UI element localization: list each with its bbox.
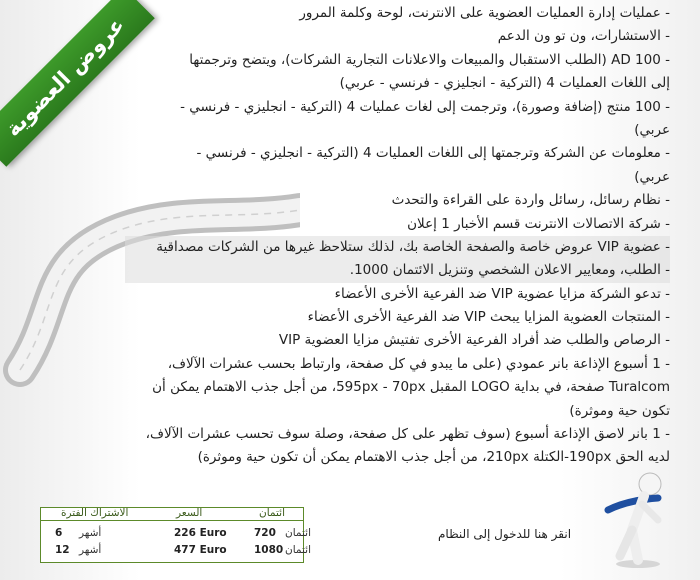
- feature-line: عربي): [634, 168, 670, 185]
- feature-line: - عمليات إدارة العمليات العضوية على الانترنت، لوحة وكلمة المرور: [299, 5, 670, 21]
- price-value: 477 Euro: [174, 544, 227, 556]
- feature-line: - 100 منتج (إضافة وصورة)، وترجمت إلى لغات عمليات 4 (التركية - انجليزي - فرنسي -: [180, 98, 670, 115]
- period-unit: أشهر: [79, 544, 102, 556]
- credit-unit: ائتمان: [285, 527, 311, 539]
- price-value: 226 Euro: [174, 527, 227, 539]
- period-months: 6: [55, 527, 63, 539]
- ribbon-title: عروض العضوية: [0, 12, 130, 142]
- feature-line: - الطلب، ومعايير الاعلان الشخصي وتنزيل الائتمان 1000.: [125, 259, 670, 282]
- period-months: 12: [55, 544, 70, 556]
- feature-line: - 1 أسبوع الإذاعة بانر عمودي (على ما يبدو في كل صفحة، وارتباط بحسب عشرات الآلاف،: [167, 355, 670, 372]
- pricing-header: [41, 508, 303, 521]
- header-period: الاشتراك الفترة: [61, 507, 129, 519]
- feature-line: - 1 بانر لاصق الإذاعة أسبوع (سوف تظهر على كل صفحة، وصلة سوف تحسب عشرات الآلاف،: [145, 426, 670, 443]
- header-credit: ائتمان: [259, 507, 285, 519]
- pricing-row: [41, 542, 311, 560]
- feature-line: - نظام رسائل، رسائل واردة على القراءة والتحدث: [391, 192, 670, 209]
- credit-value: 1080: [254, 544, 284, 556]
- feature-line: - تدعو الشركة مزايا عضوية VIP ضد الفرعية الأخرى الأعضاء: [334, 285, 670, 302]
- feature-line: - عضوية VIP عروض خاصة والصفحة الخاصة بك، لذلك ستلاحظ غيرها من الشركات مصداقية: [125, 236, 670, 259]
- feature-line: عربي): [634, 121, 670, 138]
- credit-value: 720: [254, 527, 276, 539]
- features-list: [125, 2, 670, 470]
- mascot-figure: [598, 470, 676, 570]
- feature-line: إلى اللغات العمليات 4 (التركية - انجليزي - فرنسي - عربي): [339, 75, 670, 92]
- header-price: السعر: [176, 507, 203, 519]
- feature-line: لديه الحق 190px-الكتلة 210px، من أجل جذب الاهتمام يمكن أن تكون حية وموثرة): [197, 449, 670, 466]
- feature-line: تكون حية وموثرة): [569, 402, 670, 419]
- pricing-row: [41, 525, 311, 543]
- feature-line: - معلومات عن الشركة وترجمتها إلى اللغات العمليات 4 (التركية - انجليزي - فرنسي -: [196, 145, 670, 162]
- login-link[interactable]: انقر هنا للدخول إلى النظام: [438, 527, 572, 541]
- feature-line: - شركة الاتصالات الانترنت قسم الأخبار 1 إعلان: [407, 215, 670, 232]
- feature-line: - 100 AD (الطلب الاستقبال والمبيعات والاعلانات التجارية الشركات)، ويتضح وترجمتها: [189, 51, 670, 68]
- feature-line: - الرصاص والطلب ضد أفراد الفرعية الأخرى تفتيش مزايا العضوية VIP: [278, 332, 670, 349]
- feature-line: - الاستشارات، ون تو ون الدعم: [497, 28, 670, 45]
- pricing-table: [40, 507, 311, 563]
- credit-unit: ائتمان: [285, 544, 311, 556]
- feature-line: - المنتجات العضوية المزايا يبحث VIP ضد الفرعية الأخرى الأعضاء: [307, 309, 670, 326]
- feature-line: Turalcom صفحة، في بداية LOGO المقبل 595px - 70px، من أجل جذب الاهتمام يمكن أن: [152, 379, 670, 396]
- period-unit: أشهر: [79, 527, 102, 539]
